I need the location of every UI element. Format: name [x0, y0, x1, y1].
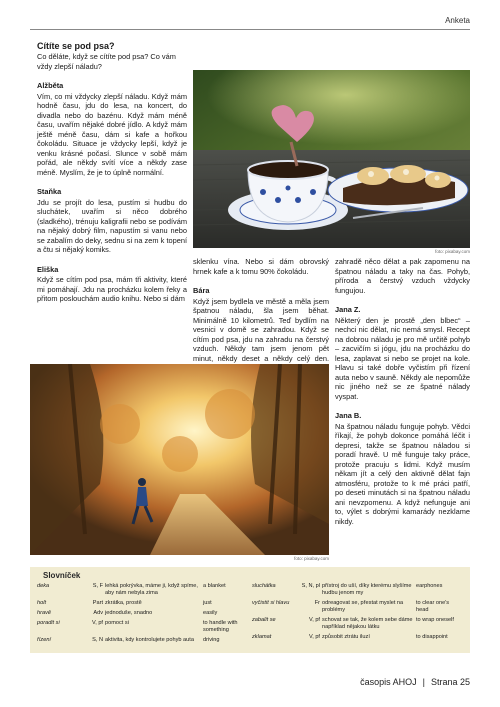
glossary-en: driving — [203, 637, 220, 643]
left-column — [37, 40, 187, 304]
glossary-word: holt — [37, 600, 47, 606]
glossary-cz: odreagovat se, přestat myslet na problémy — [322, 600, 404, 613]
middle-column — [193, 257, 329, 373]
photo-credit-1: foto: pixabay.com — [435, 249, 470, 254]
glossary-row — [37, 583, 248, 600]
answer-text-alzbeta: Vím, co mi vždycky zlepší náladu. Když mám hodně času, jdu do lesa, na koncert, do divadla nebo do bazénu. Když mám méně času, uvařím nějaké dobré jídlo. A když mám ještě méně času, dám si kafe a hořkou čokoládu. Situace je vždycky lepší, když je venku krásné počasí. Slunce v sobě mám pořád, ale někdy svítí více a někdy zase méně. Myslím, že je to úplně normální. — [37, 91, 187, 177]
glossary-word: zklamat — [252, 634, 272, 640]
answer-text-jana-z: Některý den je prostě „den blbec“ – nechci nic dělat, nic nemá smysl. Recept na dobrou náladu je pro mě určitě pohyb – zacvičím si jógu, jdu na procházku do lesa, zaplavat si nebo se projet na kole. Hlavu si také dobře vyčistím při řízení auta nebo v sauně. Někdy ale nepomůže nic jiného než se ze špatné nálady vyspat. — [335, 315, 470, 401]
glossary-cz: přístroj do uší, díky kterému slyšíme hudbu jenom my — [322, 583, 412, 596]
glossary-left — [37, 583, 252, 647]
glossary-gram: Part — [92, 600, 103, 606]
glossary-en: a blanket — [203, 583, 226, 589]
answer-text-stanka: Jdu se projít do lesa, pustím si hudbu do sluchátek, uvařím si něco dobrého (sladkého), trénuju kaligrafii nebo se podívám na nějaký dobrý film, napustím si vanu nebo se zabalím do deky, sednu si na zem k topení a čtu si nějaký komiks. — [37, 197, 187, 254]
question-text: Co děláte, když se cítíte pod psa? Co vám vždy zlepší náladu? — [37, 52, 176, 71]
glossary-title: Slovníček — [43, 571, 81, 580]
runner-photo — [30, 364, 329, 555]
page-number: 25 — [459, 677, 470, 687]
glossary-en: earphones — [416, 583, 443, 589]
glossary-row — [252, 600, 464, 617]
glossary-en: to clear one's head — [416, 600, 450, 613]
question-title: Cítíte se pod psa? — [37, 41, 115, 51]
page-footer: časopis AHOJ | Strana 25 — [360, 677, 470, 687]
glossary-en: just — [203, 600, 212, 606]
glossary-word: zabalit se — [252, 617, 276, 623]
glossary-row — [37, 620, 248, 637]
glossary-cz: pomoct si — [105, 620, 129, 626]
glossary-en: easily — [203, 610, 218, 616]
answer-name-jana-b: Jana B. — [335, 411, 362, 420]
glossary-cz: způsobit ztrátu iluzí — [322, 634, 370, 640]
glossary-gram: S, N, pl — [301, 583, 320, 589]
glossary-row — [37, 600, 248, 610]
answer-text-eliska-continued: sklenku vína. Nebo si dám obrovský hrnek kafe a k tomu 90% čokoládu. — [193, 257, 329, 276]
section-label: Anketa — [445, 16, 470, 25]
header-rule — [30, 29, 470, 30]
answer-name-bara: Bára — [193, 286, 210, 295]
glossary-gram: V, pf — [309, 617, 320, 623]
right-column — [335, 257, 470, 526]
glossary-en: to disappoint — [416, 634, 448, 640]
glossary-row — [37, 637, 248, 647]
glossary-row — [37, 610, 248, 620]
glossary-en: to wrap oneself — [416, 617, 454, 623]
glossary-gram: S, F — [92, 583, 103, 589]
glossary-row — [252, 634, 464, 644]
glossary-cz: lehká pokrývka, máme ji, když spíme, aby nám nebyla zima — [105, 583, 198, 596]
glossary-gram: V, pf — [92, 620, 103, 626]
glossary-cz: zkrátka, prostě — [105, 600, 142, 606]
answer-text-bara-continued: zahradě něco dělat a pak zapomenu na špatnou náladu a taky na čas. Pohyb, příroda a čerstvý vzduch vždycky fungujou. — [335, 257, 470, 295]
magazine-name: časopis AHOJ — [360, 677, 417, 687]
glossary-cz: jednoduše, snadno — [105, 610, 153, 616]
glossary-en: to handle with something — [203, 620, 238, 633]
glossary-cz: schovat se tak, že kolem sebe dáme například nějakou látku — [322, 617, 413, 630]
answer-name-stanka: Staňka — [37, 187, 62, 196]
glossary-row — [252, 617, 464, 634]
glossary-gram: S, N — [92, 637, 103, 643]
glossary-word: deka — [37, 583, 50, 589]
glossary-word: sluchátka — [252, 583, 276, 589]
answer-name-jana-z: Jana Z. — [335, 305, 361, 314]
glossary-row — [252, 583, 464, 600]
glossary-gram: V, pf — [309, 634, 320, 640]
glossary-word: hravě — [37, 610, 51, 616]
answer-text-bara: Když jsem bydlela ve městě a měla jsem špatnou náladu, šla jsem běhat. Minimálně 10 kilometrů. Teď bydlím na vesnici v domě se zahradou. Když se cítím pod psa, jdu na zahradu na čerstvý vzduch. Někdy tam jsem jenom pět minut, někdy deset a někdy celý den. — [193, 296, 329, 363]
glossary-cz: aktivita, kdy kontrolujete pohyb auta — [105, 637, 194, 643]
answer-name-alzbeta: Alžběta — [37, 81, 64, 90]
glossary-word: řízení — [37, 637, 51, 643]
photo-credit-2: foto: pixabay.com — [294, 556, 329, 561]
answer-text-eliska: Když se cítím pod psa, mám tři aktivity, které mi pomáhají. Jdu na procházku kolem řeky a přitom poslouchám audio knihu. Nebo si dám — [37, 275, 187, 303]
glossary-gram: Fr — [314, 600, 320, 606]
glossary-word: poradit si — [37, 620, 60, 626]
page-label: Strana — [430, 677, 458, 687]
glossary-gram: Adv — [93, 610, 103, 616]
glossary-word: vyčistit si hlavu — [252, 600, 290, 606]
glossary-right — [252, 583, 467, 644]
answer-name-eliska: Eliška — [37, 264, 59, 274]
answer-text-jana-b: Na špatnou náladu funguje pohyb. Vědci říkají, že pohyb dokonce pomáhá léčit i depresi, takže se špatnou náladou si poradí hravě. U mě funguje taky práce, protože pracuju s lidmi. Když musím někam jít a celý den aktivně dělat fajn atmosféru, protože to k mé práci patří, po deseti minutách si na špatnou náladu ani nevzpomenu. A když nefunguje ani to, výlet s dobrými kamarády nezklame nikdy. — [335, 421, 470, 526]
coffee-photo — [193, 70, 470, 248]
